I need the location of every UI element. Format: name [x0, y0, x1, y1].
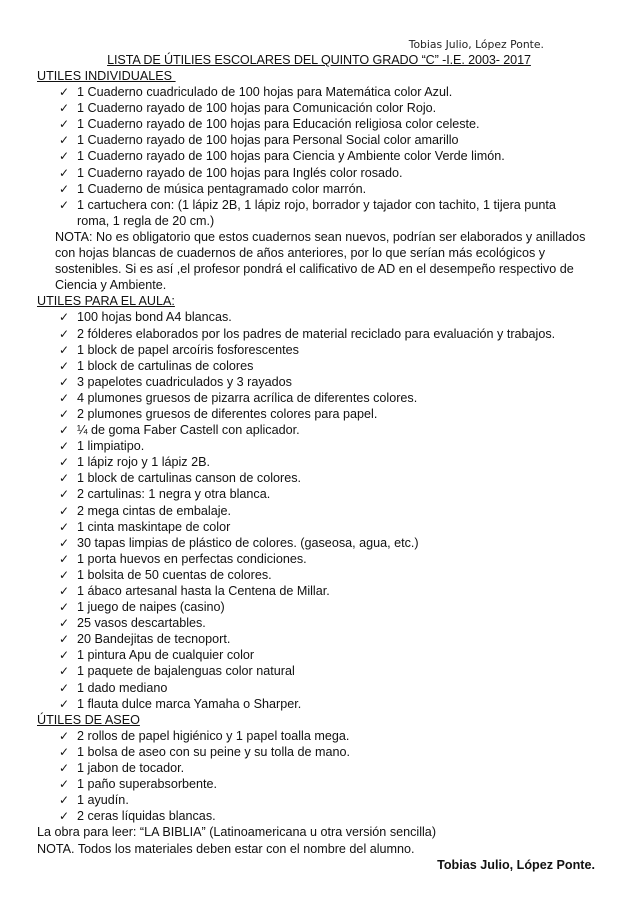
document-title: LISTA DE ÚTILIES ESCOLARES DEL QUINTO GRADO “C” -I.E. 2003- 2017	[107, 53, 531, 67]
list-item: ✓ 1 bolsa de aseo con su peine y su tolla de mano.	[59, 744, 351, 759]
check-icon: ✓	[59, 809, 70, 824]
section-heading-individuales: UTILES INDIVIDUALES	[37, 69, 176, 83]
check-icon: ✓	[59, 648, 70, 663]
check-icon: ✓	[59, 390, 70, 405]
header-author: Tobias Julio, López Ponte.	[408, 38, 544, 51]
list-item: ✓ 20 Bandejitas de tecnoport.	[59, 632, 231, 647]
check-icon: ✓	[59, 728, 70, 743]
check-icon: ✓	[59, 535, 70, 550]
check-icon: ✓	[59, 600, 70, 615]
check-icon: ✓	[59, 761, 70, 776]
list-item: ✓ 1 porta huevos en perfectas condiciones.	[59, 551, 307, 566]
check-icon: ✓	[59, 455, 70, 470]
reading-line: La obra para leer: “LA BIBLIA” (Latinoamericana u otra versión sencilla)	[37, 825, 437, 840]
list-item: ✓ 100 hojas bond A4 blancas.	[59, 310, 232, 325]
list-item: ✓ 1 limpiatipo.	[59, 439, 145, 454]
document-body	[37, 68, 597, 873]
check-icon: ✓	[59, 374, 70, 389]
check-icon: ✓	[59, 358, 70, 373]
list-item: ✓ 1 ayudín.	[59, 793, 129, 808]
check-icon: ✓	[59, 342, 70, 357]
check-icon: ✓	[59, 117, 70, 132]
list-item: ✓ 1 cinta maskintape de color	[59, 519, 231, 534]
check-icon: ✓	[59, 326, 70, 341]
check-icon: ✓	[59, 551, 70, 566]
check-icon: ✓	[59, 664, 70, 679]
check-icon: ✓	[59, 487, 70, 502]
list-item: ✓ 2 plumones gruesos de diferentes colores para papel.	[59, 406, 378, 421]
list-item: ✓ 1 paquete de bajalenguas color natural	[59, 664, 295, 679]
check-icon: ✓	[59, 744, 70, 759]
list-item: ✓ 1 juego de naipes (casino)	[59, 600, 225, 615]
check-icon: ✓	[59, 197, 70, 212]
list-item: ✓ 1 lápiz rojo y 1 lápiz 2B.	[59, 455, 211, 470]
check-icon: ✓	[59, 406, 70, 421]
list-item: ✓ 30 tapas limpias de plástico de colores. (gaseosa, agua, etc.)	[59, 535, 419, 550]
check-icon: ✓	[59, 503, 70, 518]
list-aula	[37, 309, 597, 711]
check-icon: ✓	[59, 439, 70, 454]
list-item: ✓ 1 Cuaderno rayado de 100 hojas para Ciencia y Ambiente color Verde limón.	[59, 149, 505, 164]
check-icon: ✓	[59, 181, 70, 196]
list-item: ✓ 1 Cuaderno rayado de 100 hojas para Personal Social color amarillo	[59, 133, 459, 148]
list-item: ✓ ¼ de goma Faber Castell con aplicador.	[59, 423, 300, 438]
list-item: ✓ 1 Cuaderno rayado de 100 hojas para Inglés color rosado.	[59, 165, 403, 180]
check-icon: ✓	[59, 133, 70, 148]
footer-note: NOTA. Todos los materiales deben estar con el nombre del alumno.	[37, 841, 415, 856]
check-icon: ✓	[59, 101, 70, 116]
check-icon: ✓	[59, 632, 70, 647]
list-item: ✓ 2 rollos de papel higiénico y 1 papel toalla mega.	[59, 728, 350, 743]
check-icon: ✓	[59, 165, 70, 180]
section-heading-aseo: ÚTILES DE ASEO	[37, 712, 140, 727]
list-item: ✓ 1 Cuaderno rayado de 100 hojas para Educación religiosa color celeste.	[59, 117, 480, 132]
list-item: ✓ 1 block de papel arcoíris fosforescentes	[59, 342, 299, 357]
signature: Tobias Julio, López Ponte.	[437, 857, 595, 872]
list-item: ✓ 2 ceras líquidas blancas.	[59, 809, 216, 824]
list-item: ✓ 2 fólderes elaborados por los padres de material reciclado para evaluación y trabajos.	[59, 326, 556, 341]
check-icon: ✓	[59, 310, 70, 325]
list-item: ✓ 1 dado mediano	[59, 680, 168, 695]
list-item: ✓ 1 flauta dulce marca Yamaha o Sharper.	[59, 696, 302, 711]
list-individuales	[37, 84, 597, 229]
list-item: ✓ 1 Cuaderno cuadriculado de 100 hojas para Matemática color Azul.	[59, 85, 453, 100]
list-item: ✓ 1 Cuaderno rayado de 100 hojas para Comunicación color Rojo.	[59, 101, 437, 116]
check-icon: ✓	[59, 584, 70, 598]
check-icon: ✓	[59, 471, 70, 486]
list-item: ✓ 1 Cuaderno de música pentagramado color marrón.	[59, 181, 367, 196]
list-aseo	[37, 728, 597, 825]
list-item: ✓ 1 jabon de tocador.	[59, 761, 185, 776]
list-item: ✓ 3 papelotes cuadriculados y 3 rayados	[59, 374, 292, 389]
check-icon: ✓	[59, 149, 70, 164]
check-icon: ✓	[59, 777, 70, 792]
list-item: ✓ 25 vasos descartables.	[59, 616, 206, 631]
check-icon: ✓	[59, 423, 70, 438]
list-item: ✓ 4 plumones gruesos de pizarra acrílica de diferentes colores.	[59, 390, 418, 405]
list-item: ✓ 2 mega cintas de embalaje.	[59, 503, 232, 518]
check-icon: ✓	[59, 793, 70, 808]
check-icon: ✓	[59, 85, 70, 100]
list-item: ✓ 1 block de cartulinas canson de colores.	[59, 471, 302, 486]
check-icon: ✓	[59, 567, 70, 582]
check-icon: ✓	[59, 696, 70, 711]
list-item: ✓ 1 ábaco artesanal hasta la Centena de Millar.	[59, 584, 330, 598]
list-item: ✓ 1 paño superabsorbente.	[59, 777, 218, 792]
list-item: ✓ 2 cartulinas: 1 negra y otra blanca.	[59, 487, 271, 502]
list-item: ✓ 1 pintura Apu de cualquier color	[59, 648, 255, 663]
list-item: ✓ 1 block de cartulinas de colores	[59, 358, 254, 373]
list-item: ✓ 1 bolsita de 50 cuentas de colores.	[59, 567, 272, 582]
list-item: ✓ 1 cartuchera con: (1 lápiz 2B, 1 lápiz rojo, borrador y tajador con tachito, 1 tijera punta roma, 1 regla de 20 cm.)	[59, 197, 556, 228]
check-icon: ✓	[59, 680, 70, 695]
section-heading-aula: UTILES PARA EL AULA:	[37, 294, 175, 309]
note-individuales: NOTA: No es obligatorio que estos cuadernos sean nuevos, podrían ser elaborados y anillados con hojas blancas de cuadernos de años anteriores, por lo que serían más ecológicos y sostenibles. Si es así ,el profesor pondrá el calificativo de AD en el desempeño respectivo de Ciencia y Ambiente.	[55, 229, 586, 293]
check-icon: ✓	[59, 616, 70, 631]
check-icon: ✓	[59, 519, 70, 534]
